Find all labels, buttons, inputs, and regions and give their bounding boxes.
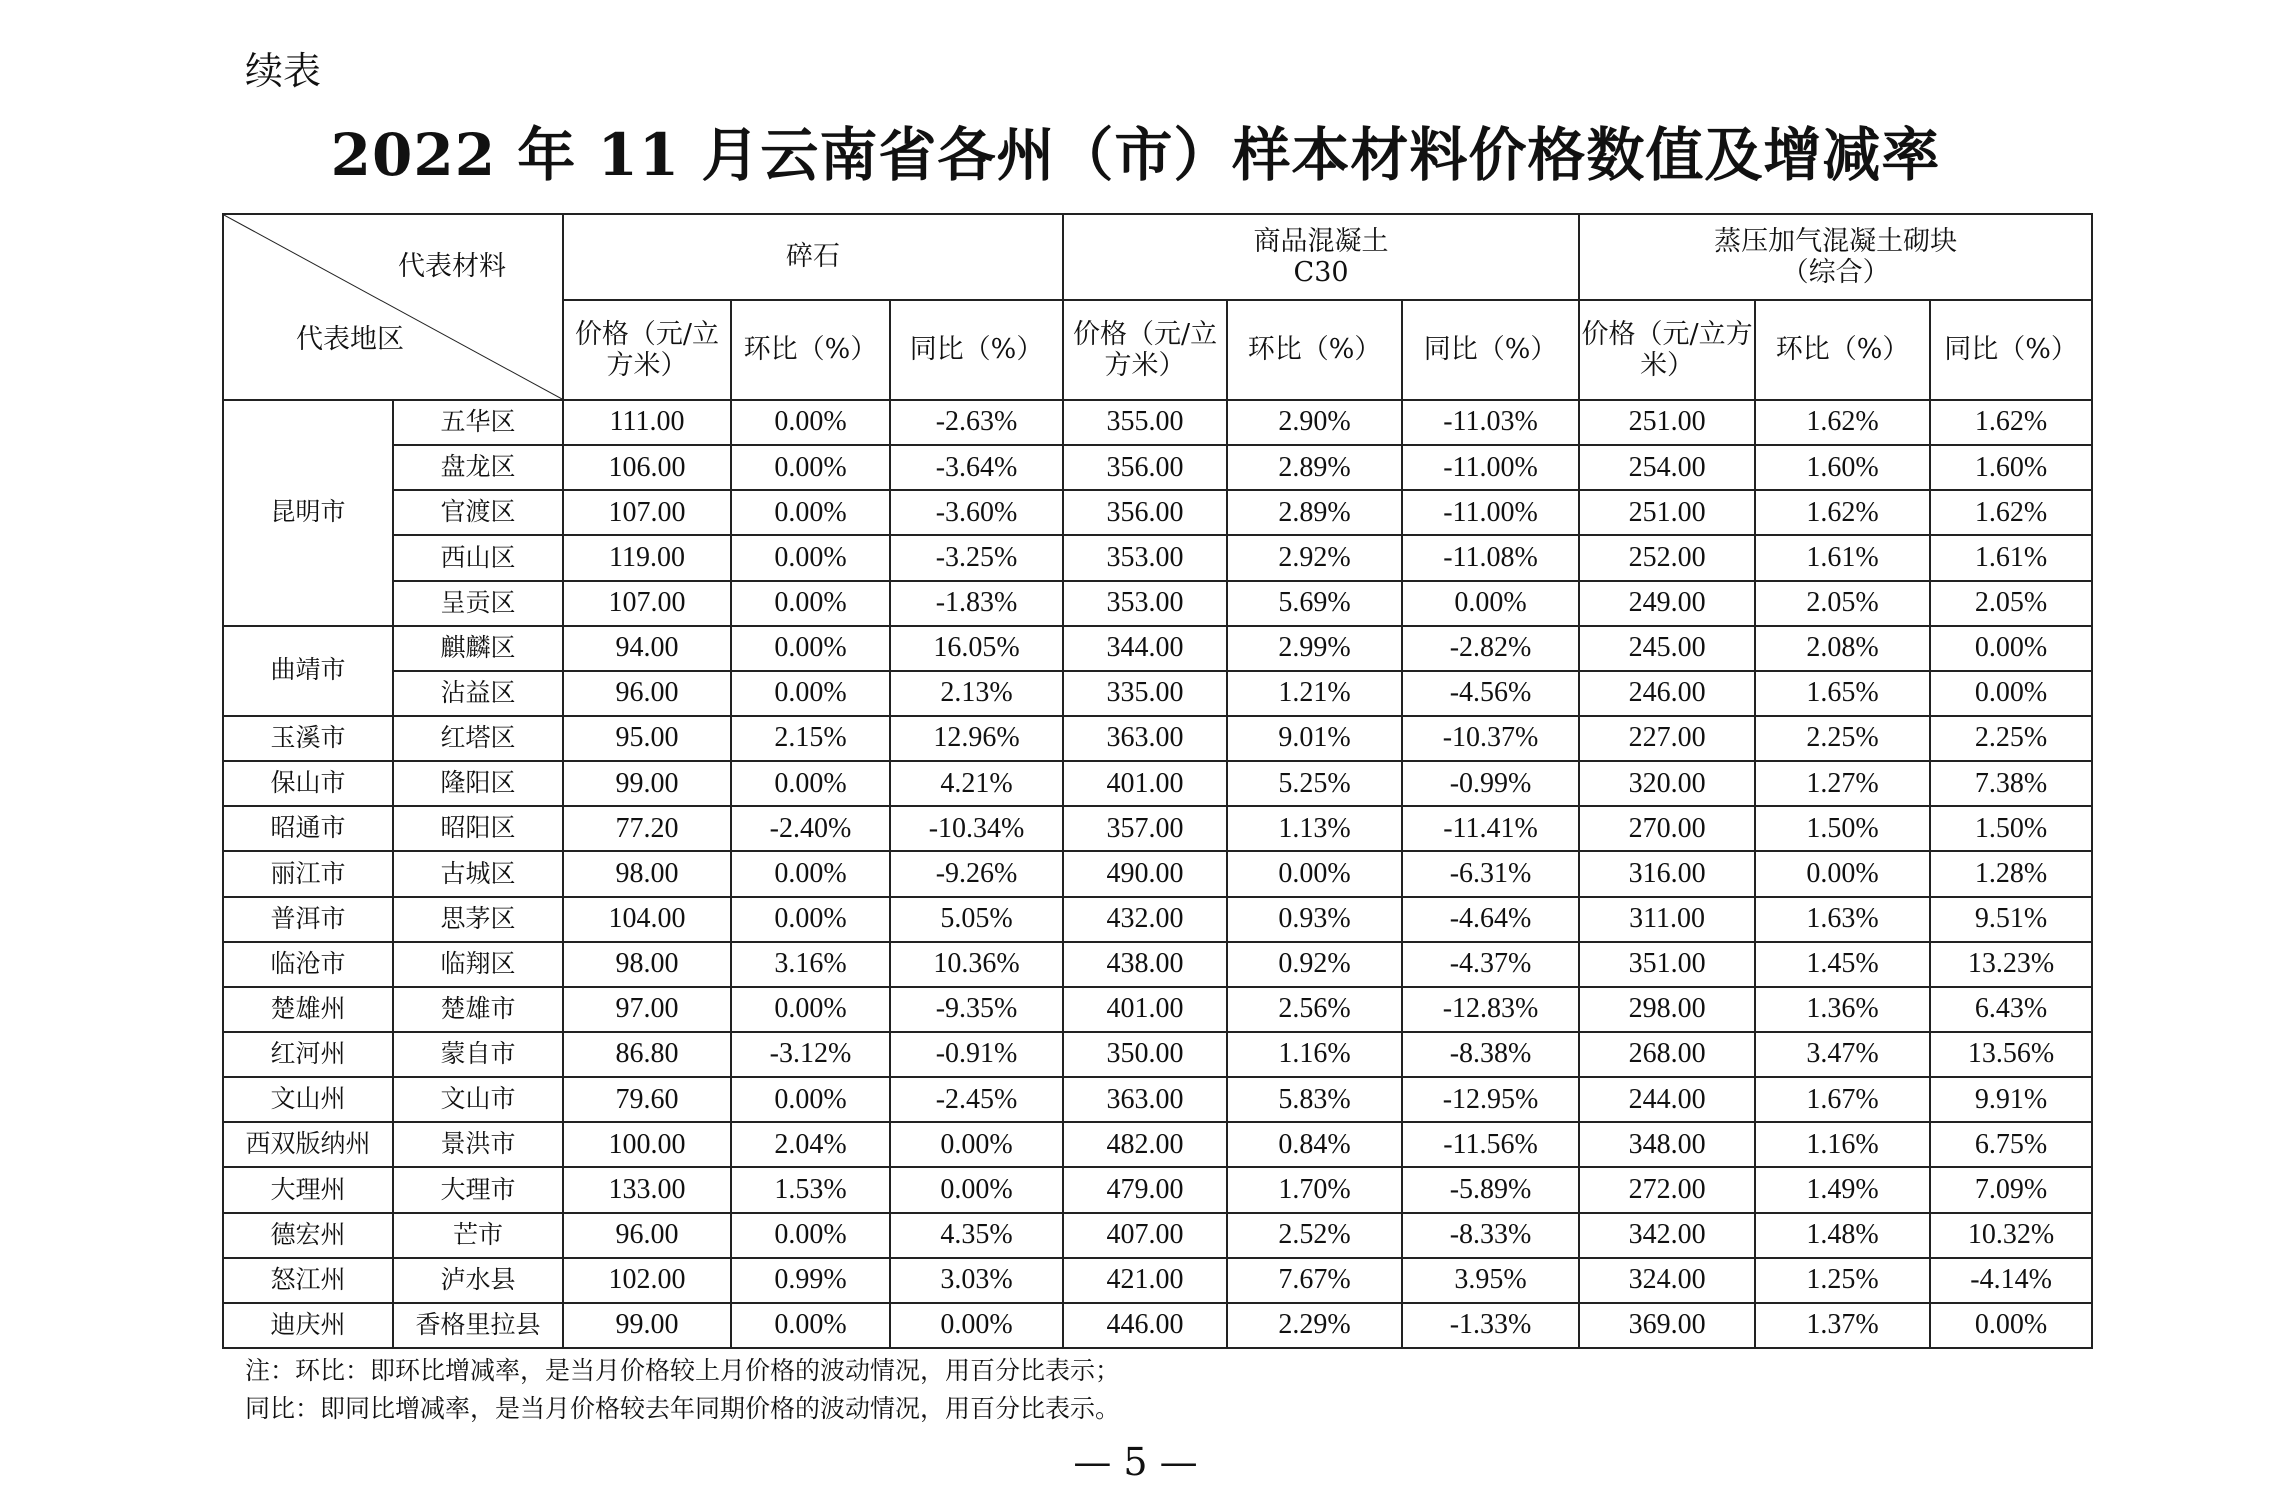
value-cell: 479.00: [1063, 1167, 1227, 1212]
district-cell: 盘龙区: [393, 445, 563, 490]
value-cell: 0.00%: [731, 671, 890, 716]
value-cell: 2.89%: [1227, 490, 1402, 535]
value-cell: 2.99%: [1227, 626, 1402, 671]
value-cell: 353.00: [1063, 581, 1227, 626]
district-cell: 五华区: [393, 400, 563, 445]
value-cell: 99.00: [563, 761, 731, 806]
material-axis-label: 代表材料: [398, 251, 506, 282]
value-cell: 98.00: [563, 942, 731, 987]
value-cell: 98.00: [563, 851, 731, 896]
value-cell: 0.00%: [731, 400, 890, 445]
yoy-col-header: 同比（%）: [1930, 300, 2092, 400]
value-cell: 438.00: [1063, 942, 1227, 987]
value-cell: 1.27%: [1755, 761, 1930, 806]
district-cell: 蒙自市: [393, 1032, 563, 1077]
value-cell: 1.25%: [1755, 1258, 1930, 1303]
value-cell: 251.00: [1579, 400, 1755, 445]
value-cell: 268.00: [1579, 1032, 1755, 1077]
value-cell: 94.00: [563, 626, 731, 671]
value-cell: 446.00: [1063, 1303, 1227, 1348]
value-cell: 363.00: [1063, 1077, 1227, 1122]
value-cell: 5.25%: [1227, 761, 1402, 806]
district-cell: 景洪市: [393, 1122, 563, 1167]
city-cell: 临沧市: [223, 942, 393, 987]
city-cell: 德宏州: [223, 1213, 393, 1258]
value-cell: 107.00: [563, 581, 731, 626]
value-cell: 407.00: [1063, 1213, 1227, 1258]
value-cell: 251.00: [1579, 490, 1755, 535]
value-cell: 0.00%: [731, 897, 890, 942]
mom-col-header: 环比（%）: [1227, 300, 1402, 400]
region-axis-label: 代表地区: [296, 323, 404, 355]
value-cell: 401.00: [1063, 987, 1227, 1032]
value-cell: 356.00: [1063, 445, 1227, 490]
group-name: 蒸压加气混凝土砌块: [1714, 225, 1958, 257]
district-cell: 昭阳区: [393, 806, 563, 851]
value-cell: -10.37%: [1402, 716, 1579, 761]
value-cell: 1.37%: [1755, 1303, 1930, 1348]
value-cell: 96.00: [563, 671, 731, 716]
price-table: [222, 213, 2093, 1349]
value-cell: 350.00: [1063, 1032, 1227, 1077]
value-cell: 0.00%: [731, 626, 890, 671]
value-cell: 227.00: [1579, 716, 1755, 761]
value-cell: 252.00: [1579, 535, 1755, 580]
table-row: [223, 761, 2092, 806]
value-cell: -0.99%: [1402, 761, 1579, 806]
value-cell: -3.25%: [890, 535, 1063, 580]
value-cell: -8.38%: [1402, 1032, 1579, 1077]
value-cell: 2.08%: [1755, 626, 1930, 671]
footnotes: [245, 1352, 1120, 1428]
district-cell: 沾益区: [393, 671, 563, 716]
value-cell: 0.00%: [731, 987, 890, 1032]
value-cell: 357.00: [1063, 806, 1227, 851]
city-cell: 红河州: [223, 1032, 393, 1077]
value-cell: 0.84%: [1227, 1122, 1402, 1167]
value-cell: 401.00: [1063, 761, 1227, 806]
value-cell: -4.37%: [1402, 942, 1579, 987]
value-cell: -11.00%: [1402, 490, 1579, 535]
value-cell: -11.56%: [1402, 1122, 1579, 1167]
value-cell: 432.00: [1063, 897, 1227, 942]
table-row: [223, 1303, 2092, 1348]
value-cell: 0.00%: [731, 581, 890, 626]
district-cell: 西山区: [393, 535, 563, 580]
table-row: [223, 400, 2092, 445]
group-name: 碎石: [786, 241, 841, 273]
value-cell: 5.83%: [1227, 1077, 1402, 1122]
value-cell: 316.00: [1579, 851, 1755, 896]
value-cell: 1.60%: [1755, 445, 1930, 490]
value-cell: 298.00: [1579, 987, 1755, 1032]
value-cell: 353.00: [1063, 535, 1227, 580]
district-cell: 临翔区: [393, 942, 563, 987]
value-cell: 2.90%: [1227, 400, 1402, 445]
group-header-block: [1579, 214, 2092, 300]
table-row: [223, 851, 2092, 896]
table-row: [223, 1032, 2092, 1077]
value-cell: 0.00%: [890, 1303, 1063, 1348]
table-row: [223, 1122, 2092, 1167]
value-cell: 2.89%: [1227, 445, 1402, 490]
value-cell: -10.34%: [890, 806, 1063, 851]
group-sub: （综合）: [1781, 257, 1890, 288]
footnote-mom: 注：环比：即环比增减率，是当月价格较上月价格的波动情况，用百分比表示；: [245, 1356, 1121, 1385]
table-row: [223, 1167, 2092, 1212]
value-cell: 344.00: [1063, 626, 1227, 671]
value-cell: -4.56%: [1402, 671, 1579, 716]
value-cell: 1.28%: [1930, 851, 2092, 896]
value-cell: 0.00%: [731, 1077, 890, 1122]
value-cell: 13.23%: [1930, 942, 2092, 987]
district-cell: 思茅区: [393, 897, 563, 942]
value-cell: -9.26%: [890, 851, 1063, 896]
city-cell: 玉溪市: [223, 716, 393, 761]
value-cell: 9.01%: [1227, 716, 1402, 761]
value-cell: 5.69%: [1227, 581, 1402, 626]
value-cell: -11.41%: [1402, 806, 1579, 851]
page-title: 2022 年 11 月云南省各州（市）样本材料价格数值及增减率: [330, 121, 1941, 189]
value-cell: 0.00%: [731, 851, 890, 896]
value-cell: 6.75%: [1930, 1122, 2092, 1167]
value-cell: 102.00: [563, 1258, 731, 1303]
value-cell: 0.00%: [890, 1122, 1063, 1167]
value-cell: -3.64%: [890, 445, 1063, 490]
price-col-header: 价格（元/立方米）: [563, 300, 731, 400]
table-row: [223, 1077, 2092, 1122]
district-cell: 泸水县: [393, 1258, 563, 1303]
value-cell: -4.64%: [1402, 897, 1579, 942]
city-cell: 丽江市: [223, 851, 393, 896]
district-cell: 楚雄市: [393, 987, 563, 1032]
value-cell: -12.95%: [1402, 1077, 1579, 1122]
table-row: [223, 581, 2092, 626]
value-cell: 2.52%: [1227, 1213, 1402, 1258]
value-cell: 111.00: [563, 400, 731, 445]
value-cell: 1.48%: [1755, 1213, 1930, 1258]
district-cell: 呈贡区: [393, 581, 563, 626]
value-cell: -2.63%: [890, 400, 1063, 445]
value-cell: 348.00: [1579, 1122, 1755, 1167]
value-cell: -1.83%: [890, 581, 1063, 626]
value-cell: 1.61%: [1755, 535, 1930, 580]
table-row: [223, 626, 2092, 671]
value-cell: 0.00%: [1402, 581, 1579, 626]
value-cell: 95.00: [563, 716, 731, 761]
value-cell: 1.70%: [1227, 1167, 1402, 1212]
value-cell: 1.63%: [1755, 897, 1930, 942]
price-col-header: 价格（元/立方米）: [1579, 300, 1755, 400]
value-cell: 272.00: [1579, 1167, 1755, 1212]
value-cell: 5.05%: [890, 897, 1063, 942]
city-cell: 迪庆州: [223, 1303, 393, 1348]
value-cell: -8.33%: [1402, 1213, 1579, 1258]
city-cell: 普洱市: [223, 897, 393, 942]
value-cell: 3.47%: [1755, 1032, 1930, 1077]
value-cell: 1.62%: [1930, 400, 2092, 445]
value-cell: 1.53%: [731, 1167, 890, 1212]
value-cell: -11.08%: [1402, 535, 1579, 580]
value-cell: -2.82%: [1402, 626, 1579, 671]
value-cell: 7.09%: [1930, 1167, 2092, 1212]
value-cell: 1.62%: [1755, 400, 1930, 445]
value-cell: 245.00: [1579, 626, 1755, 671]
value-cell: 6.43%: [1930, 987, 2092, 1032]
value-cell: 79.60: [563, 1077, 731, 1122]
value-cell: 0.00%: [1227, 851, 1402, 896]
value-cell: 270.00: [1579, 806, 1755, 851]
district-cell: 大理市: [393, 1167, 563, 1212]
city-cell: 西双版纳州: [223, 1122, 393, 1167]
value-cell: 320.00: [1579, 761, 1755, 806]
yoy-col-header: 同比（%）: [1402, 300, 1579, 400]
value-cell: -3.60%: [890, 490, 1063, 535]
city-cell: 保山市: [223, 761, 393, 806]
value-cell: 311.00: [1579, 897, 1755, 942]
value-cell: 249.00: [1579, 581, 1755, 626]
value-cell: 86.80: [563, 1032, 731, 1077]
value-cell: 4.21%: [890, 761, 1063, 806]
continued-table-label: 续表: [245, 49, 322, 93]
value-cell: 107.00: [563, 490, 731, 535]
value-cell: 1.45%: [1755, 942, 1930, 987]
value-cell: 7.67%: [1227, 1258, 1402, 1303]
value-cell: -11.03%: [1402, 400, 1579, 445]
value-cell: 100.00: [563, 1122, 731, 1167]
value-cell: 0.92%: [1227, 942, 1402, 987]
diagonal-header-cell: [223, 214, 563, 400]
value-cell: 3.95%: [1402, 1258, 1579, 1303]
value-cell: 119.00: [563, 535, 731, 580]
value-cell: 335.00: [1063, 671, 1227, 716]
table-row: [223, 445, 2092, 490]
value-cell: 2.04%: [731, 1122, 890, 1167]
value-cell: 0.00%: [731, 445, 890, 490]
table-row: [223, 806, 2092, 851]
value-cell: 0.00%: [890, 1167, 1063, 1212]
value-cell: -4.14%: [1930, 1258, 2092, 1303]
table-row: [223, 1258, 2092, 1303]
district-cell: 麒麟区: [393, 626, 563, 671]
group-header-concrete: [1063, 214, 1579, 300]
value-cell: 2.25%: [1755, 716, 1930, 761]
value-cell: 10.32%: [1930, 1213, 2092, 1258]
value-cell: 2.05%: [1755, 581, 1930, 626]
city-cell: 大理州: [223, 1167, 393, 1212]
value-cell: 0.00%: [731, 490, 890, 535]
value-cell: -2.45%: [890, 1077, 1063, 1122]
footnote-yoy: 同比：即同比增减率，是当月价格较去年同期价格的波动情况，用百分比表示。: [245, 1394, 1121, 1423]
value-cell: 2.13%: [890, 671, 1063, 716]
value-cell: 13.56%: [1930, 1032, 2092, 1077]
value-cell: -6.31%: [1402, 851, 1579, 896]
group-header-gravel: [563, 214, 1063, 300]
district-cell: 隆阳区: [393, 761, 563, 806]
table-row: [223, 987, 2092, 1032]
value-cell: 2.25%: [1930, 716, 2092, 761]
value-cell: 482.00: [1063, 1122, 1227, 1167]
value-cell: 0.00%: [1930, 1303, 2092, 1348]
value-cell: 421.00: [1063, 1258, 1227, 1303]
value-cell: -9.35%: [890, 987, 1063, 1032]
value-cell: 1.50%: [1755, 806, 1930, 851]
value-cell: -3.12%: [731, 1032, 890, 1077]
value-cell: 77.20: [563, 806, 731, 851]
value-cell: 16.05%: [890, 626, 1063, 671]
value-cell: 363.00: [1063, 716, 1227, 761]
value-cell: 342.00: [1579, 1213, 1755, 1258]
value-cell: 0.00%: [1755, 851, 1930, 896]
value-cell: 1.16%: [1755, 1122, 1930, 1167]
value-cell: 490.00: [1063, 851, 1227, 896]
value-cell: 0.00%: [731, 1213, 890, 1258]
value-cell: 1.49%: [1755, 1167, 1930, 1212]
value-cell: 2.56%: [1227, 987, 1402, 1032]
value-cell: 2.92%: [1227, 535, 1402, 580]
district-cell: 官渡区: [393, 490, 563, 535]
value-cell: 351.00: [1579, 942, 1755, 987]
value-cell: 0.00%: [731, 761, 890, 806]
mom-col-header: 环比（%）: [1755, 300, 1930, 400]
value-cell: 324.00: [1579, 1258, 1755, 1303]
district-cell: 红塔区: [393, 716, 563, 761]
value-cell: 369.00: [1579, 1303, 1755, 1348]
value-cell: 0.99%: [731, 1258, 890, 1303]
value-cell: 1.13%: [1227, 806, 1402, 851]
diagonal-line: [224, 215, 562, 399]
value-cell: 1.65%: [1755, 671, 1930, 716]
value-cell: 1.16%: [1227, 1032, 1402, 1077]
value-cell: 0.93%: [1227, 897, 1402, 942]
table-row: [223, 535, 2092, 580]
district-cell: 文山市: [393, 1077, 563, 1122]
value-cell: 1.62%: [1755, 490, 1930, 535]
group-sub: C30: [1293, 257, 1349, 288]
city-cell: 曲靖市: [223, 626, 393, 716]
value-cell: 2.05%: [1930, 581, 2092, 626]
value-cell: 355.00: [1063, 400, 1227, 445]
value-cell: 356.00: [1063, 490, 1227, 535]
value-cell: 2.29%: [1227, 1303, 1402, 1348]
city-cell: 昭通市: [223, 806, 393, 851]
value-cell: 0.00%: [731, 1303, 890, 1348]
value-cell: -5.89%: [1402, 1167, 1579, 1212]
table-row: [223, 897, 2092, 942]
table-row: [223, 1213, 2092, 1258]
city-cell: 怒江州: [223, 1258, 393, 1303]
value-cell: 244.00: [1579, 1077, 1755, 1122]
value-cell: 9.51%: [1930, 897, 2092, 942]
value-cell: 0.00%: [1930, 626, 2092, 671]
value-cell: -12.83%: [1402, 987, 1579, 1032]
value-cell: 1.60%: [1930, 445, 2092, 490]
mom-col-header: 环比（%）: [731, 300, 890, 400]
value-cell: 246.00: [1579, 671, 1755, 716]
value-cell: 1.61%: [1930, 535, 2092, 580]
table-row: [223, 671, 2092, 716]
value-cell: 7.38%: [1930, 761, 2092, 806]
district-cell: 香格里拉县: [393, 1303, 563, 1348]
value-cell: 1.50%: [1930, 806, 2092, 851]
value-cell: 10.36%: [890, 942, 1063, 987]
value-cell: 106.00: [563, 445, 731, 490]
value-cell: 3.16%: [731, 942, 890, 987]
value-cell: 254.00: [1579, 445, 1755, 490]
value-cell: 1.36%: [1755, 987, 1930, 1032]
value-cell: 99.00: [563, 1303, 731, 1348]
value-cell: 9.91%: [1930, 1077, 2092, 1122]
table-row: [223, 942, 2092, 987]
city-cell: 楚雄州: [223, 987, 393, 1032]
value-cell: 1.21%: [1227, 671, 1402, 716]
page-number: — 5 —: [1073, 1440, 1198, 1484]
value-cell: 1.62%: [1930, 490, 2092, 535]
city-cell: 昆明市: [223, 400, 393, 626]
city-cell: 文山州: [223, 1077, 393, 1122]
district-cell: 古城区: [393, 851, 563, 896]
value-cell: -11.00%: [1402, 445, 1579, 490]
value-cell: 3.03%: [890, 1258, 1063, 1303]
value-cell: -2.40%: [731, 806, 890, 851]
value-cell: 0.00%: [1930, 671, 2092, 716]
yoy-col-header: 同比（%）: [890, 300, 1063, 400]
value-cell: -0.91%: [890, 1032, 1063, 1077]
value-cell: 96.00: [563, 1213, 731, 1258]
value-cell: 133.00: [563, 1167, 731, 1212]
value-cell: 0.00%: [731, 535, 890, 580]
group-name: 商品混凝土: [1253, 225, 1389, 257]
value-cell: 4.35%: [890, 1213, 1063, 1258]
price-col-header: 价格（元/立方米）: [1063, 300, 1227, 400]
district-cell: 芒市: [393, 1213, 563, 1258]
value-cell: 104.00: [563, 897, 731, 942]
value-cell: 1.67%: [1755, 1077, 1930, 1122]
table-row: [223, 716, 2092, 761]
value-cell: 97.00: [563, 987, 731, 1032]
value-cell: 12.96%: [890, 716, 1063, 761]
table-row: [223, 490, 2092, 535]
value-cell: 2.15%: [731, 716, 890, 761]
value-cell: -1.33%: [1402, 1303, 1579, 1348]
